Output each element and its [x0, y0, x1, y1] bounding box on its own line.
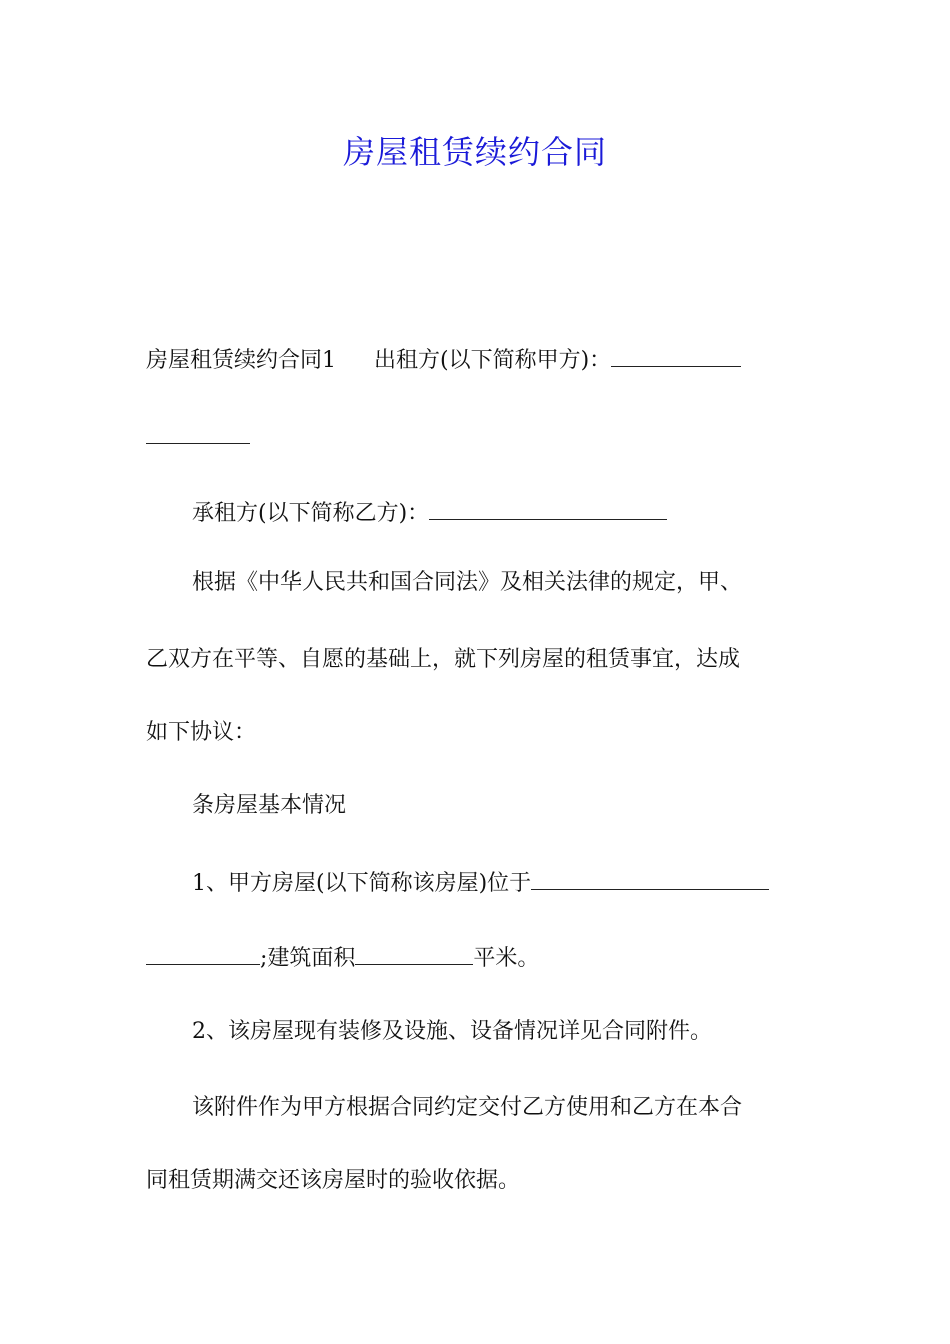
section-1-heading: 条房屋基本情况 — [192, 793, 347, 818]
lessee-blank — [429, 497, 667, 520]
item-1-location-label: 1、甲方房屋(以下简称该房屋)位于 — [192, 871, 532, 896]
lessee-label: 承租方(以下简称乙方)： — [192, 501, 430, 526]
paragraph-2-line-2: 同租赁期满交还该房屋时的验收依据。 — [146, 1168, 521, 1193]
contract-heading: 房屋租赁续约合同1 — [146, 348, 336, 373]
lessor-blank-continued-line — [146, 421, 816, 453]
paragraph-1-line-3: 如下协议： — [146, 720, 257, 745]
location-blank-continued — [146, 942, 260, 965]
location-blank — [531, 867, 769, 890]
lessor-label: 出租方(以下简称甲方)： — [374, 348, 612, 373]
paragraph-1-line-1: 根据《中华人民共和国合同法》及相关法律的规定，甲、 — [192, 570, 743, 595]
lessor-blank-continued — [146, 421, 250, 444]
item-2: 2、该房屋现有装修及设施、设备情况详见合同附件。 — [192, 1019, 712, 1044]
lessor-blank — [611, 344, 741, 367]
area-blank — [355, 942, 473, 965]
item-1-line-2 — [146, 942, 816, 974]
area-label: ;建筑面积 — [260, 946, 356, 971]
paragraph-1-line-2: 乙双方在平等、自愿的基础上，就下列房屋的租赁事宜，达成 — [146, 647, 741, 672]
lessor-line — [146, 344, 816, 376]
item-1-line-1 — [192, 867, 862, 899]
document-title: 房屋租赁续约合同 — [342, 133, 607, 171]
area-unit: 平米。 — [473, 946, 540, 971]
paragraph-2-line-1: 该附件作为甲方根据合同约定交付乙方使用和乙方在本合 — [192, 1095, 743, 1120]
lessee-line — [192, 497, 862, 529]
